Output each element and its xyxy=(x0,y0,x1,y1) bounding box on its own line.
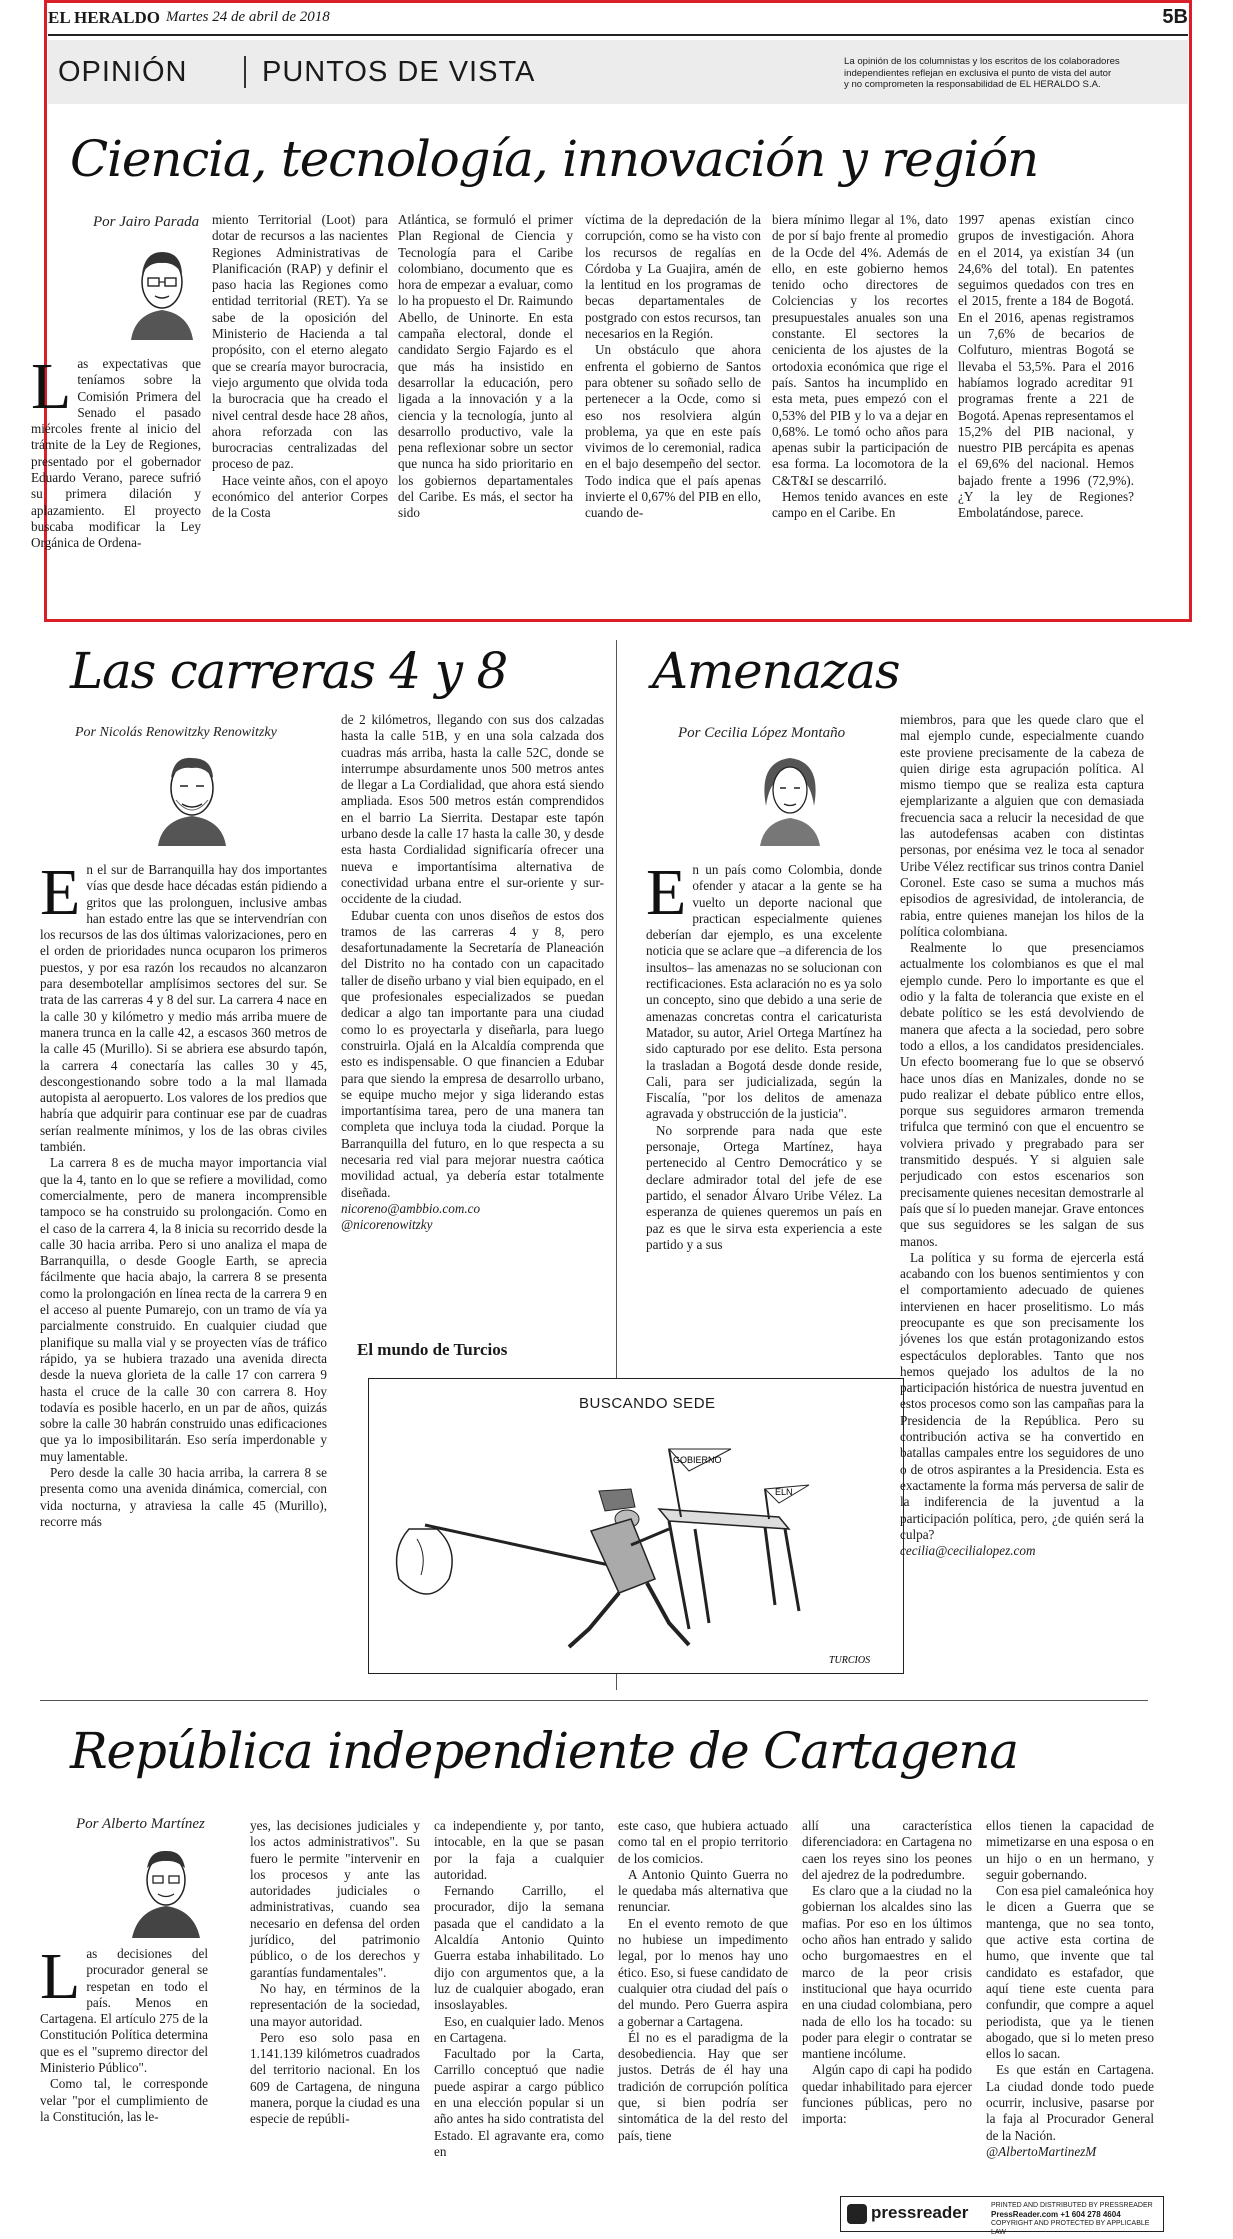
author-email: cecilia@cecilialopez.com xyxy=(900,1543,1036,1559)
paragraph: Atlántica, se formuló el primer Plan Regional de Ciencia y Tecnología para el Caribe colombiano, documento que es hora de empezar a evaluar, como lo ha propuesto el Dr. Raimundo Abello, de Uninorte. En esta campaña electoral, donde el candidato Sergio Fajardo es el que más ha insistido en desarrollar la educación, pero ligada a la innovación y a la ciencia y la tecnología, junto al desarrollo productivo, vale la pena reflexionar sobre un sector que nunca ha sido prioritario en los gobiernos departamentales del Caribe. Es más, el sector ha sido xyxy=(398,212,573,521)
article-column xyxy=(618,1818,788,2228)
paragraph: n el sur de Barranquilla hay dos importantes vías que desde hace décadas están pidiendo a gritos que las prolonguen, inclusive ambas han estado entre las que se intervendrían con los recursos de las dos últimas valorizaciones, pero en el orden de prioridades nunca ocuparon los primeros puestos, y por esa razón los recaudos no alcanzaron para desembotellar amplísimos sectores del sur. Se trata de las carreras 4 y 8 del sur. La carrera 4 nace en la calle 30 y kilómetro y medio más arriba muere de manera trunca en la calle 42, a escasos 360 metros de la calle 45 (Murillo). Si se abriera ese absurdo tapón, la carrera 4 conectaría las calles 30 y 45, descongestionando sobre todo a la mal llamada autopista al aeropuerto. Los valores de los predios que habría que adquirir para continuar ese par de cuadras serían realmente mínimos, y los de las obras civiles también. xyxy=(40,862,327,1155)
article-column xyxy=(900,712,1144,1687)
article-title: República independiente de Cartagena xyxy=(70,1722,1018,1780)
article-byline: Por Alberto Martínez xyxy=(76,1816,205,1832)
section-rule xyxy=(40,1700,1148,1701)
paragraph: Pero desde la calle 30 hacia arriba, la carrera 8 se presenta como una avenida dinámica, comercial, con vida nocturna, y atraviesa la calle 45 (Murillo), recorre más xyxy=(40,1464,327,1529)
article-column xyxy=(212,212,388,602)
article-column xyxy=(398,212,573,602)
paragraph: Edubar cuenta con unos diseños de estos dos tramos de las carreras 4 y 8, pero desafortunadamente la Secretaría de Planeación del Distrito no ha contado con un capacitado taller de diseño urbano y vial bien equipado, en el que profesionales especializados se puedan dedicar a algo tan importante para una ciudad como lo es proyectarla y diseñarla, para luego construirla. Ojalá en la Alcaldía comprenda que esto es indispensable. O que financien a Edubar para que siendo la empresa de desarrollo urbano, se equipe mucho mejor y siga liderando estas importantísima tarea, pero de una manera tan completa que incluya toda la ciudad. Porque la Barranquilla del futuro, en lo que respecta a su necesaria red vial para mejorar nuestra caótica movilidad actual, ya debería estar totalmente diseñada. xyxy=(341,907,604,1200)
author-portrait xyxy=(125,240,199,340)
article-column xyxy=(31,350,201,596)
paragraph: as decisiones del procurador general se respetan en todo el país. Menos en Cartagena. El artículo 275 de la Constitución Política determina que es el "supremo director del Ministerio Público". xyxy=(40,1946,208,2076)
paragraph: ca independiente y, por tanto, intocable, en la que se pasan por la faja a cualquier autoridad. xyxy=(434,1818,604,1882)
paragraph: Es claro que a la ciudad no la gobiernan los alcaldes sino las mafias. Por eso en los últimos ocho años han entrado y salido ocho burgomaestres en el marco de la peor crisis institucional que haya ocurrido en una ciudad colombiana, pero nada de ello los ha tocado: su poder para elegir o contratar se mantiene incólume. xyxy=(802,1883,972,2062)
article-column xyxy=(986,1818,1154,2158)
article-column xyxy=(802,1818,972,2228)
paper-name: EL HERALDO xyxy=(48,8,160,27)
cartoon-drawing xyxy=(369,1379,903,1673)
paragraph: miento Territorial (Loot) para dotar de recursos a las nacientes Regiones Administrativas de Planificación (RAP) y definir el paso hacia las Regiones como entidad territorial (RET). Ya se sabe de la oposición del Ministerio de Hacienda a tal propósito, con el eterno alegato que se crearía mayor burocracia, viejo argumento que olvida toda la burocracia que ha creado el nivel central desde hace 28 años, ahora reforzada con las burocracias centralizadas del proceso de paz. xyxy=(212,212,388,472)
author-portrait xyxy=(128,1838,204,1938)
date: Martes 24 de abril de 2018 xyxy=(166,9,330,25)
paragraph: Hace veinte años, con el apoyo económico del anterior Corpes de la Costa xyxy=(212,472,388,521)
paragraph: Como tal, le corresponde velar "por el cumplimiento de la Constitución, las le- xyxy=(40,2076,208,2124)
paragraph: este caso, que hubiera actuado como tal en el propio territorio de los comicios. xyxy=(618,1818,788,1866)
footer-line: PRINTED AND DISTRIBUTED BY PRESSREADER xyxy=(991,2202,1153,2209)
cartoon-caption: BUSCANDO SEDE xyxy=(579,1395,716,1412)
paragraph: Hemos tenido avances en este campo en el Caribe. En xyxy=(772,489,948,521)
cartoon-flag1: GOBIERNO xyxy=(673,1455,722,1465)
paragraph: Es que están en Cartagena. La ciudad donde todo puede ocurrir, inclusive, pasarse por la faja al Procurador General de la Nación. xyxy=(986,2062,1154,2143)
article-column xyxy=(341,712,604,1328)
paragraph: Él no es el paradigma de la desobediencia. Hay que ser justos. Detrás de él hay una tradición de corrupción política que, si bien podría ser sintomática de la del resto del país, tiene xyxy=(618,2029,788,2143)
pressreader-brand: pressreader xyxy=(871,2203,969,2222)
pressreader-logo-icon xyxy=(847,2204,867,2224)
cartoon-flag2: ELN xyxy=(775,1487,793,1497)
article-byline: Por Nicolás Renowitzky Renowitzky xyxy=(75,725,277,740)
dropcap: L xyxy=(31,350,72,423)
paragraph: Eso, en cualquier lado. Menos en Cartagena. xyxy=(434,2013,604,2045)
author-portrait xyxy=(152,746,232,846)
article-column xyxy=(434,1818,604,2228)
article-column xyxy=(958,212,1134,602)
article-column xyxy=(646,856,882,1252)
footer-line: PressReader.com +1 604 278 4604 xyxy=(991,2210,1121,2219)
dropcap: E xyxy=(40,856,81,929)
pressreader-info xyxy=(991,2201,1163,2237)
paragraph: La política y su forma de ejercerla está acabando con los buenos sentimientos y con el comportamiento adecuado de quienes intervienen en hacer proselitismo. Lo más preocupante es que son precisamente los jóvenes los que están protagonizando estos espectáculos deplorables. Tanto que nos hemos quejado los adultos de la no participación histórica de nuestra juventud en estos procesos como son las campañas para la Presidencia de la República. Pero su contribución activa se ha convertido en batallas campales entre los seguidores de uno o de otros aspirantes a la Presidencia. Esta es exactamente la forma más perversa de salir de la indiferencia de la juventud a la participación política, pero, ¿de quién será la culpa? xyxy=(900,1249,1144,1542)
paragraph: La carrera 8 es de mucha mayor importancia vial que la 4, tanto en lo que se refiere a movilidad, como comercialmente, pero de manera incomprensible tampoco se ha construido su prolongación. Como en el caso de la carrera 4, la 8 inicia su recorrido desde la calle 30 hacia arriba. Pero si uno analiza el mapa de Barranquilla, o desde Google Earth, se aprecia fácilmente que hacia abajo, la carrera 8 se presenta como la prolongación en línea recta de la carrera 9 en el acceso al puente Pumarejo, con un tramo de vía ya parcialmente construido. En cualquier ciudad que planifique su malla vial y se proyecten vías de tráfico rápido, ya se hubiera trazado una avenida directa desde la nueva glorieta de la calle 17 con carrera 9 hasta el cruce de la calle 30 con carrera 8. Hoy todavía es posible hacerlo, en un par de años, quizás sobre la calle 30 habrán construido unas edificaciones que ya lo imposibilitarán. Eso sería imperdonable y muy lamentable. xyxy=(40,1155,327,1464)
author-handle: @nicorenowitzky xyxy=(341,1217,433,1233)
paragraph: yes, las decisiones judiciales y los actos administrativos". Su fuero le permite "intervenir en los procesos y ante las autoridades judiciales o administrativas, cuando sea necesario en defensa del orden jurídico, del patrimonio público, o de los derechos y garantías fundamentales". xyxy=(250,1818,420,1980)
disclaimer-line: y no comprometen la responsabilidad de EL HERALDO S.A. xyxy=(844,79,1101,90)
paragraph: 1997 apenas existían cinco grupos de investigación. Ahora en el 2014, ya existían 34 (un 24,6% del total). En patentes seguimos quedados con tres en el 2015, frente a 184 de Bogotá. En el 2016, apenas registramos un 7,6% de becarios de Colfuturo, mientras Bogotá se llevaba el 53,5%. Para el 2016 habíamos logrado acreditar 91 programas frente a 221 de Bogotá. Apenas representamos el 15,2% del PIB nacional, y nuestro PIB percápita es apenas el 69,6% del nacional. Hemos bajado frente a 1996 (72,9%). ¿Y la ley de Regiones? Embolatándose, parece. xyxy=(958,212,1134,521)
article-column xyxy=(40,1940,208,2228)
section-right: PUNTOS DE VISTA xyxy=(262,56,536,88)
pressreader-footer xyxy=(840,2196,1164,2236)
paragraph: biera mínimo llegar al 1%, dato de por sí bajo frente al promedio de la Ocde del 4%. Además de ello, en este gobierno hemos tenido ocho directores de Colciencias y los recortes presupuestales anuales son una constante. El sectores la cenicienta de los ajustes de la ortodoxia económica que rige el país. Santos ha incumplido en esta meta, pues empezó con el 0,53% del PIB y lo va a dejar en 0,68%. Le tomó ocho años para apenas subir la participación de esa forma. La locomotora de la C&T&I se descarriló. xyxy=(772,212,948,488)
paragraph: Realmente lo que presenciamos actualmente los colombianos es que el mal ejemplo cunde. Pero lo importante es que el odio y la falta de tolerancia que existe en el debate político se les está devolviendo de manera que afecta a la sociedad, pero sobre todo a ellos, a los candidatos presidenciales. Un efecto boomerang fue lo que se observó hace unos días en Manizales, donde no se pudo realizar el debate público entre ellos, porque sus seguidores armaron tremenda trifulca que terminó con que el encuentro se volviera privado y pregrabado para ser transmitido después. Y si alguien sale perjudicado con estos escenarios son precisamente quienes necesitan demostrarle al país que sí lo pueden manejar. Grave entonces que sus seguidores se les salgan de sus manos. xyxy=(900,940,1144,1249)
paragraph: ellos tienen la capacidad de mimetizarse en una esposa o en un hijo o en un hermano, y seguir gobernando. xyxy=(986,1818,1154,1882)
article-title: Amenazas xyxy=(652,642,900,700)
paragraph: n un país como Colombia, donde ofender y atacar a la gente se ha vuelto un deporte nacional que practican especialmente quienes deberían dar ejemplo, es una excelente noticia que se aclare que –a diferencia de los insultos– las amenazas no se solucionan con rectificaciones. Esta aclaración no es ya solo un concepto, sino que debido a una serie de amenazas concretas contra el caricaturista Matador, su autor, Ariel Ortega Martínez ha sido capturado por ese delito. Esta persona la trasladan a Bogotá desde donde reside, Cali, para ser judicializada, según la Fiscalía, "por los delitos de amenaza agravada y obstrucción de la justicia". xyxy=(646,862,882,1122)
paragraph: En el evento remoto de que no hubiese un impedimento legal, por lo menos hay uno ético. Eso, si fuese candidato de cualquier otra ciudad del país o del mundo. Pero Guerra aspira a gobernar a Cartagena. xyxy=(618,1915,788,2029)
paragraph: Con esa piel camaleónica hoy le dicen a Guerra que se mantenga, que no sea tonto, que active esta cortina de humo, que invente que tal candidato es estafador, que aquí tiene este cuenta para confundir, que compre a aquel periodista, que ya le tienen abogado, que si lo meten preso ellos lo sacan. xyxy=(986,1883,1154,2062)
article-byline: Por Cecilia López Montaño xyxy=(678,725,846,741)
article-title: Ciencia, tecnología, innovación y región xyxy=(70,130,1038,188)
cartoon-signature: TURCIOS xyxy=(829,1655,871,1666)
paragraph: Un obstáculo que ahora enfrenta el gobierno de Santos para obtener su soñado sello de pertenecer a la Ocde, como si eso nos resolviera algún problema, ya que en este país vivimos de lo ceremonial, radica en el bajo desempeño del sector. Todo indica que el país apenas invierte el 0,67% del PIB en ello, cuando de- xyxy=(585,342,761,521)
paragraph: No hay, en términos de la representación de la sociedad, una mayor autoridad. xyxy=(250,1980,420,2029)
article-title: Las carreras 4 y 8 xyxy=(70,642,508,700)
article-column xyxy=(772,212,948,602)
paragraph: allí una característica diferenciadora: en Cartagena no caen los reyes sino los peones del ajedrez de la podredumbre. xyxy=(802,1818,972,1882)
dropcap: L xyxy=(40,1940,81,2013)
paragraph: víctima de la depredación de la corrupción, como se ha visto con los recursos de regalías en Córdoba y La Guajira, amén de la lentitud en los programas de becas departamentales de postgrado con estos recursos, tan necesarios en la Región. xyxy=(585,212,761,342)
section-left: OPINIÓN xyxy=(58,56,188,88)
paragraph: as expectativas que teníamos sobre la Comisión Primera del Senado el pasado miércoles frente al inicio del trámite de la Ley de Regiones, presentado por el gobernador Eduardo Verano, parece sufrió su primera dilación y aplazamiento. El proyecto buscaba modificar la Ley Orgánica de Ordena- xyxy=(31,356,201,551)
paragraph: Algún capo di capi ha podido quedar inhabilitado para ejercer funciones públicas, pero no importa: xyxy=(802,2062,972,2127)
paragraph: Fernando Carrillo, el procurador, dijo la semana pasada que el candidato a la Alcaldía Antonio Quinto Guerra estaba inhabilitado. Lo dijo con argumentos que, a la luz de cualquier abogado, eran insoslayables. xyxy=(434,1883,604,2013)
footer-line: COPYRIGHT AND PROTECTED BY APPLICABLE LAW xyxy=(991,2220,1150,2236)
disclaimer-line: independientes reflejan en exclusiva el punto de vista del autor xyxy=(844,67,1112,79)
page-number: 5B xyxy=(1162,6,1188,28)
paragraph: No sorprende para nada que este personaje, Ortega Martínez, haya pertenecido al Centro Democrático y se declare admirador total del jefe de ese partido, el senador Álvaro Uribe Vélez. La esperanza de quienes queremos un país en paz es que le sirva esta experiencia a este partido y a sus xyxy=(646,1122,882,1252)
article-column xyxy=(40,856,327,1682)
paragraph: A Antonio Quinto Guerra no le quedaba más alternativa que renunciar. xyxy=(618,1866,788,1915)
author-email: nicoreno@ambbio.com.co xyxy=(341,1200,481,1216)
article-byline: Por Jairo Parada xyxy=(93,214,200,230)
article-column xyxy=(250,1818,420,2228)
cartoon-frame xyxy=(368,1378,904,1674)
paragraph: Facultado por la Carta, Carrillo conceptuó que nadie puede aspirar a cargo público en una elección popular si un año antes ha sido contratista del Estado. El agravante era, como en xyxy=(434,2046,604,2159)
cartoon-section-title: El mundo de Turcios xyxy=(357,1340,508,1359)
paragraph: de 2 kilómetros, llegando con sus dos calzadas hasta la calle 51B, y en una sola calzada dos cuadras más arriba, hasta la calle 52C, donde se interrumpe absurdamente unos 500 metros antes de llegar a La Cordialidad, que ahora está siendo ampliada. Esos 500 metros están comprendidos en el barrio La Sierrita. Destapar este tapón urbano desde la calle 17 hasta la calle 30, y desde esta hasta Cordialidad significaría ofrecer una nueva e importantísima alternativa de conectividad urbana entre el sur-oriente y sur-occidente de la ciudad. xyxy=(341,712,604,907)
author-handle: @AlbertoMartinezM xyxy=(986,2143,1097,2159)
dropcap: E xyxy=(646,856,687,929)
paragraph: miembros, para que les quede claro que el mal ejemplo cunde, especialmente cuando este proviene precisamente de la cabeza de quien dirige esta agrupación política. Al mismo tiempo que se realiza esta captura ejemplarizante a alguien que con demasiada frecuencia saca a relucir la necesidad de que las autodefensas acaben con distintas personas, por enésima vez le toca al senador Uribe Vélez rectificar sus trinos contra Daniel Coronel. Este caso se suma a muchos más episodios de agresividad, de intolerancia, de rabia, entre quienes manejan los hilos de la política colombiana. xyxy=(900,712,1144,939)
paragraph: Pero eso solo pasa en 1.141.139 kilómetros cuadrados del territorio nacional. En los 609 de Cartagena, de ninguna manera, porque la ciudad es una especie de repúbli- xyxy=(250,2029,420,2127)
author-portrait xyxy=(752,746,828,846)
article-column xyxy=(585,212,761,602)
disclaimer-line: La opinión de los columnistas y los escritos de los colaboradores xyxy=(844,56,1120,67)
